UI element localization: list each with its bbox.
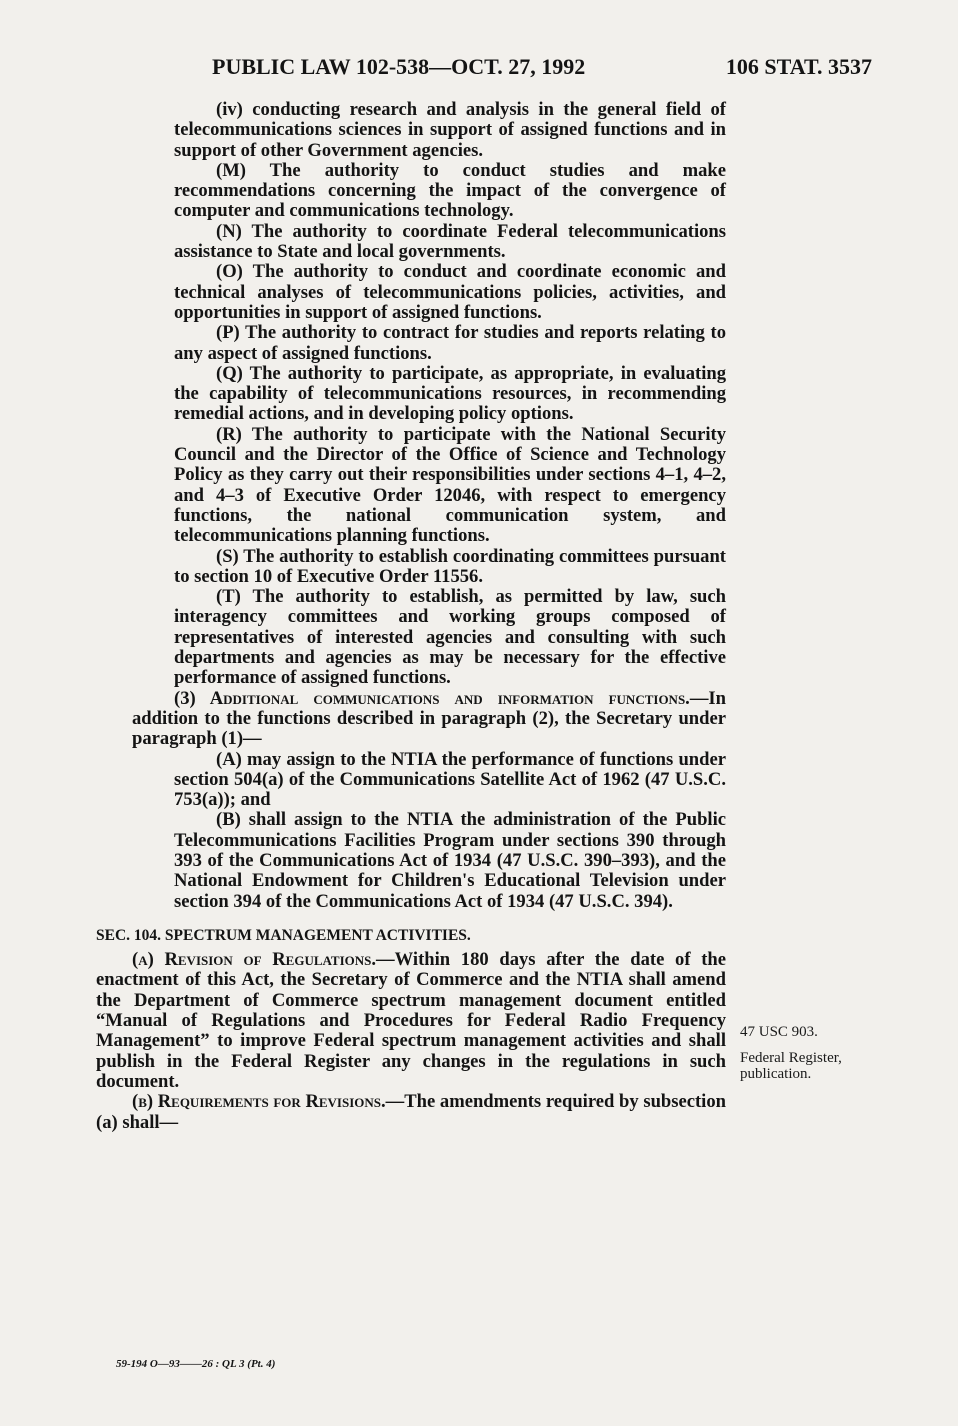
subparagraph-B: (B) shall assign to the NTIA the administration of the Public Telecommunications Facilities Program under sections 390 through 393 of the Communications Act of 1934 (47 U.S.C. 390–393), and the National Endowment for Children's Educational Television under section 394 of the Communications Act of 1934 (47 U.S.C. 394). bbox=[174, 809, 726, 912]
running-head bbox=[212, 54, 872, 84]
sidenote-usc: 47 USC 903. bbox=[740, 1024, 818, 1040]
paragraph-N: (N) The authority to coordinate Federal telecommunications assistance to State and local governments. bbox=[174, 220, 726, 263]
print-footer: 59-194 O—93——26 : QL 3 (Pt. 4) bbox=[116, 1358, 276, 1370]
subsection-a bbox=[96, 950, 726, 1092]
paragraph-T: (T) The authority to establish, as permitted by law, such interagency committees and working groups composed of representatives of interested agencies and consulting with such departments and agencies as may be necessary for the effective performance of assigned functions. bbox=[174, 586, 726, 689]
subsection-a-text: —Within 180 days after the date of the enactment of this Act, the Secretary of Commerce and the NTIA shall amend the Department of Commerce spectrum management document entitled “Manual of Regulations and Procedures for Federal Radio Frequency Management” to improve Federal spectrum management activities and shall publish in the Federal Register any changes in the regulations in such document. bbox=[96, 949, 726, 1092]
clause-iv: (iv) conducting research and analysis in the general field of telecommunications sciences in support of assigned functions and in support of other Government agencies. bbox=[174, 99, 726, 161]
subsection-b-text: —The amendments required by subsection (a) shall— bbox=[96, 1091, 726, 1133]
paragraph-3-text: —In addition to the functions described in paragraph (2), the Secretary under paragraph (1)— bbox=[132, 687, 726, 750]
paragraph-M: (M) The authority to conduct studies and make recommendations concerning the impact of the convergence of computer and communications technology. bbox=[174, 159, 726, 222]
paragraph-S: (S) The authority to establish coordinating committees pursuant to section 10 of Executive Order 11556. bbox=[174, 545, 726, 587]
body-text bbox=[96, 100, 726, 1133]
subsection-b-heading: (b) Requirements for Revisions. bbox=[132, 1091, 386, 1113]
subsection-b bbox=[96, 1092, 726, 1133]
subsection-a-heading: (a) Revision of Regulations. bbox=[132, 949, 377, 971]
subparagraph-A: (A) may assign to the NTIA the performance of functions under section 504(a) of the Communications Satellite Act of 1962 (47 U.S.C. 753(a)); and bbox=[174, 748, 726, 811]
sidenote-federal-register: Federal Register, publication. bbox=[740, 1050, 842, 1082]
paragraph-P: (P) The authority to contract for studies and reports relating to any aspect of assigned functions. bbox=[174, 322, 726, 364]
paragraph-3-heading: (3) Additional communications and information functions. bbox=[174, 687, 690, 709]
running-head-title: PUBLIC LAW 102-538—OCT. 27, 1992 bbox=[212, 54, 586, 79]
running-head-page-number: 106 STAT. 3537 bbox=[725, 54, 872, 79]
paragraph-O: (O) The authority to conduct and coordinate economic and technical analyses of telecommunications policies, activities, and opportunities in support of assigned functions. bbox=[174, 261, 726, 323]
section-heading: SEC. 104. SPECTRUM MANAGEMENT ACTIVITIES. bbox=[96, 926, 471, 944]
paragraph-R: (R) The authority to participate with the National Security Council and the Director of the Office of Science and Technology Policy as they carry out their responsibilities under sections 4–1, 4–2, and 4–3 of Executive Order 12046, with respect to emergency functions, the national communication system, and telecommunications planning functions. bbox=[174, 423, 726, 547]
paragraph-Q: (Q) The authority to participate, as appropriate, in evaluating the capability of telecommunications resources, in recommending remedial actions, and in developing policy options. bbox=[174, 362, 726, 425]
paragraph-3 bbox=[96, 689, 726, 750]
